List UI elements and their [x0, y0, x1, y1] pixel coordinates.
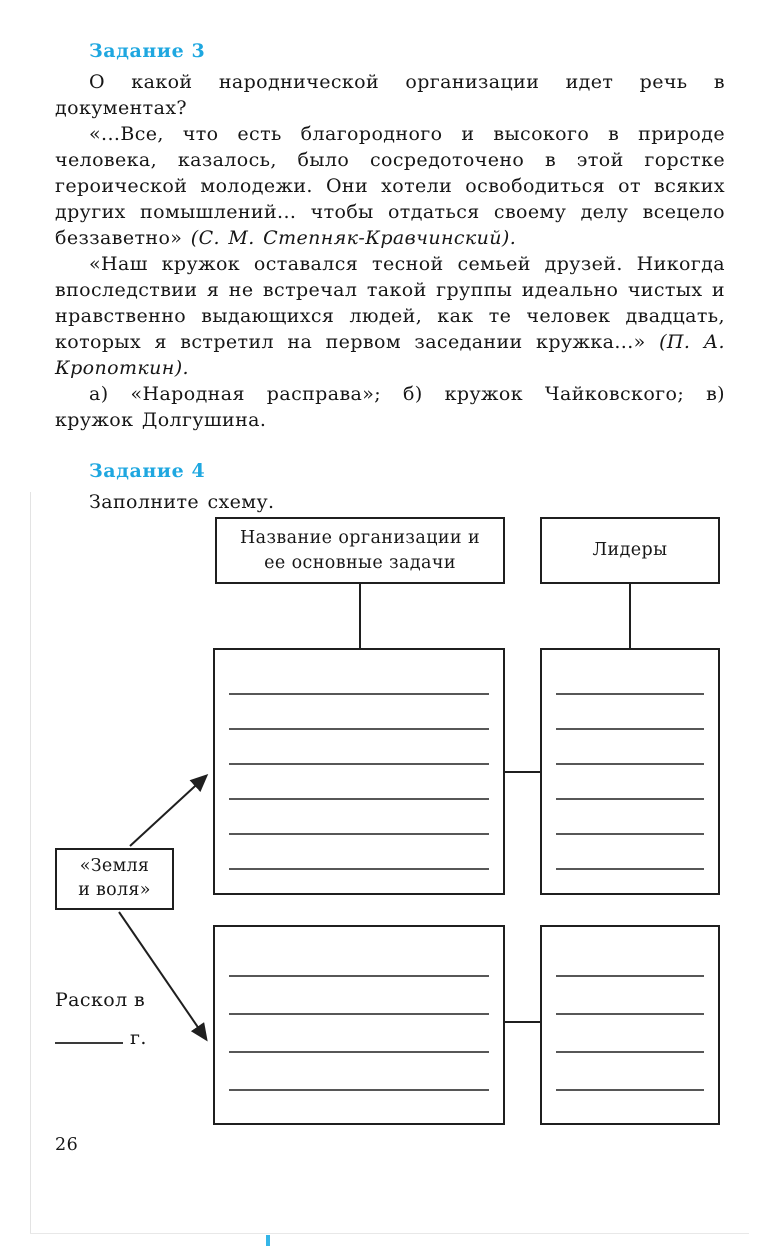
blank-writing-line	[556, 1013, 704, 1015]
page-number: 26	[55, 1135, 79, 1155]
blank-writing-line	[229, 868, 489, 870]
task3-intro: О какой народнической организации идет речь в документах?	[55, 71, 725, 119]
blank-writing-line	[556, 868, 704, 870]
task3-quote2	[55, 251, 725, 381]
blank-writing-line	[229, 975, 489, 977]
task3-options: а) «Народная расправа»; б) кружок Чайковского; в) кружок Долгушина.	[55, 383, 725, 431]
split-suffix: г.	[130, 1027, 147, 1049]
blank-writing-line	[556, 1051, 704, 1053]
blank-writing-line	[556, 798, 704, 800]
blank-writing-line	[556, 728, 704, 730]
scheme-diagram	[0, 515, 779, 1165]
task3-quote1	[55, 121, 725, 251]
blank-writing-line	[556, 1089, 704, 1091]
blank-writing-line	[556, 763, 704, 765]
quote1-text: «...Все, что есть благородного и высокого в природе человека, казалось, было сосредоточено в этой горстке героической молодежи. Они хотели освободиться от всяких других помышлений... чтобы отдаться своему делу всецело беззаветно»	[55, 123, 725, 249]
quote2-text: «Наш кружок оставался тесной семьей друзей. Никогда впоследствии я не встречал такой группы идеально чистых и нравственно выдающихся людей, как те человек двадцать, которых я встретил на первом заседании кружка...»	[55, 253, 725, 353]
quote1-author: (С. М. Степняк-Кравчинский).	[190, 227, 517, 249]
blank-writing-line	[229, 763, 489, 765]
blank-writing-line	[229, 1089, 489, 1091]
task4-heading: Задание 4	[89, 460, 206, 482]
blank-writing-line	[556, 693, 704, 695]
blank-writing-line	[229, 728, 489, 730]
blank-writing-line	[229, 833, 489, 835]
blank-writing-line	[556, 833, 704, 835]
page-edge-mark	[266, 1235, 270, 1246]
blank-writing-line	[556, 975, 704, 977]
zemlya-i-volya-box	[55, 848, 174, 910]
arrow-to-top-box	[130, 776, 206, 846]
zemlya-i-volya-label: «Земля и воля»	[78, 856, 151, 900]
text-content	[0, 0, 779, 515]
blank-writing-line	[229, 693, 489, 695]
blank-writing-line	[229, 798, 489, 800]
split-year-blank	[55, 1029, 123, 1044]
split-prefix: Раскол в	[55, 989, 146, 1011]
leaders-header-label: Лидеры	[592, 540, 668, 561]
org-top-fill-box	[213, 648, 505, 895]
task3-heading: Задание 3	[89, 40, 206, 62]
org-header-label: Название организации и ее основные задачи	[239, 528, 481, 573]
scan-page-edge-left	[30, 492, 31, 1233]
org-bottom-fill-box	[213, 925, 505, 1125]
split-label	[55, 987, 147, 1051]
blank-writing-line	[229, 1013, 489, 1015]
task4-instruction: Заполните схему.	[89, 491, 275, 513]
quote2-author: (П. А. Кропоткин).	[55, 331, 725, 379]
leaders-header-box	[540, 517, 720, 584]
org-header-box	[215, 517, 505, 584]
leaders-top-fill-box	[540, 648, 720, 895]
split-year-line	[55, 1025, 147, 1051]
blank-writing-line	[229, 1051, 489, 1053]
leaders-bottom-fill-box	[540, 925, 720, 1125]
scan-page-edge-bottom	[30, 1233, 749, 1234]
